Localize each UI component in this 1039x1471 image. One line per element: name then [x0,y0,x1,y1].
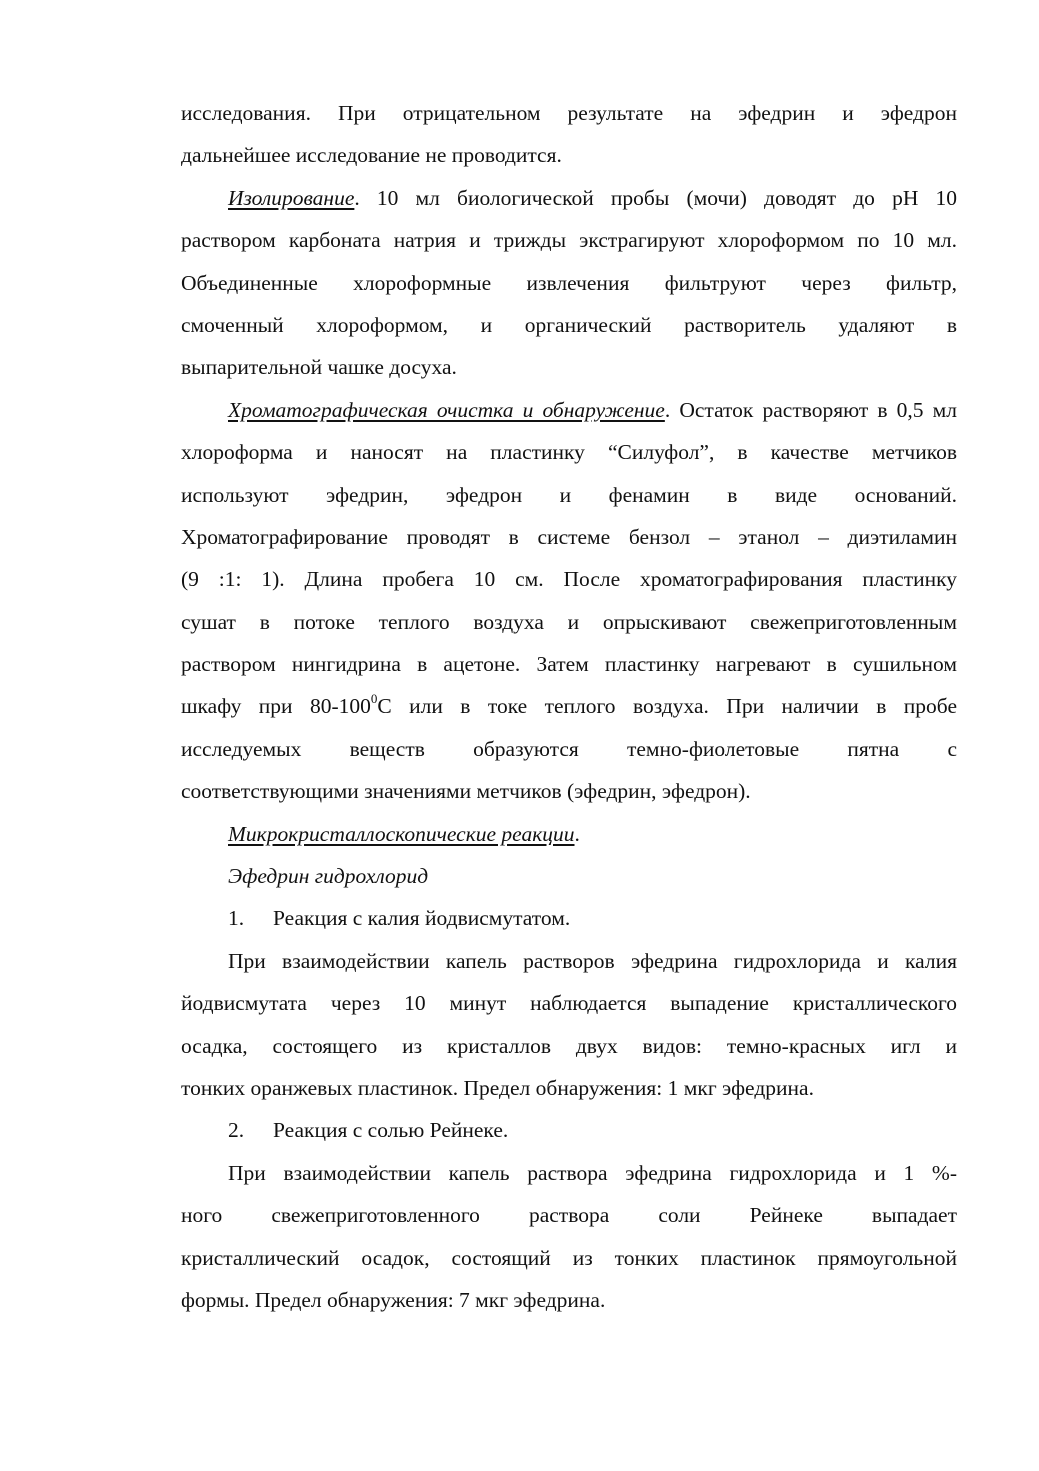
superscript-degree: 0 [370,691,378,707]
text-line: Объединенные хлороформные извлечения фильтруют через фильтр, [181,270,957,295]
text-line: ного свежеприготовленного раствора соли Рейнеке выпадает [181,1203,957,1228]
section-heading-isolation: Изолирование [228,185,355,210]
text-line: выпарительной чашке досуха. [181,355,457,380]
item-number: 1. [228,906,245,931]
text-line: смоченный хлороформом, и органический растворитель удаляют в [181,312,957,337]
text-line: Хроматографирование проводят в системе бензол – этанол – диэтиламин [181,524,957,549]
numbered-item [181,1109,957,1151]
numbered-item [181,897,957,939]
text-line: дальнейшее исследование не проводится. [181,143,562,168]
text-line: исследования. При отрицательном результате на эфедрин и эфедрон [181,101,957,125]
text-line: (9 :1: 1). Длина пробега 10 см. После хроматографирования пластинку [181,567,957,592]
paragraph-chromatography [181,389,957,431]
item-text: Реакция с солью Рейнеке. [273,1118,509,1143]
section-heading-microcrystal: Микрокристаллоскопические реакции [228,821,575,846]
text-line: йодвисмутата через 10 минут наблюдается выпадение кристаллического [181,991,957,1016]
text-line: соответствующими значениями метчиков (эфедрин, эфедрон). [181,779,751,804]
text-line: При взаимодействии капель раствора эфедрина гидрохлорида и 1 %- [228,1160,957,1185]
text-line: хлороформа и наносят на пластинку “Силуфол”, в качестве метчиков [181,440,957,465]
text-line: сушат в потоке теплого воздуха и опрыскивают свежеприготовленным [181,609,957,634]
document-page [181,92,957,1321]
text-line: формы. Предел обнаружения: 7 мкг эфедрина. [181,1287,606,1312]
text-fragment: . 10 мл биологической пробы (мочи) доводят до pH 10 [354,185,957,210]
text-line: тонких оранжевых пластинок. Предел обнаружения: 1 мкг эфедрина. [181,1075,814,1100]
paragraph-microcrystal [181,813,957,855]
text-line: кристаллический осадок, состоящий из тонких пластинок прямоугольной [181,1245,957,1270]
text-line: При взаимодействии капель растворов эфедрина гидрохлорида и калия [228,948,957,973]
section-heading-chromatography: Хроматографическая очистка и обнаружение [228,397,665,422]
text-line: осадка, состоящего из кристаллов двух видов: темно-красных игл и [181,1033,957,1058]
item-number: 2. [228,1118,245,1143]
paragraph-isolation [181,177,957,219]
text-line [181,685,957,727]
text-line: используют эфедрин, эфедрон и фенамин в виде оснований. [181,482,957,507]
subheading-ephedrine: Эфедрин гидрохлорид [228,864,429,889]
text-fragment: шкафу при 80-100 [181,694,371,719]
text-line: раствором карбоната натрия и трижды экстрагируют хлороформом по 10 мл. [181,228,957,253]
text-fragment: . [574,821,580,846]
text-line: раствором нингидрина в ацетоне. Затем пластинку нагревают в сушильном [181,652,957,677]
text-line: исследуемых веществ образуются темно-фиолетовые пятна с [181,736,957,761]
text-fragment: . Остаток растворяют в 0,5 мл [664,397,958,422]
text-fragment: С или в токе теплого воздуха. При наличии в пробе [377,694,957,719]
item-text: Реакция с калия йодвисмутатом. [273,906,571,931]
